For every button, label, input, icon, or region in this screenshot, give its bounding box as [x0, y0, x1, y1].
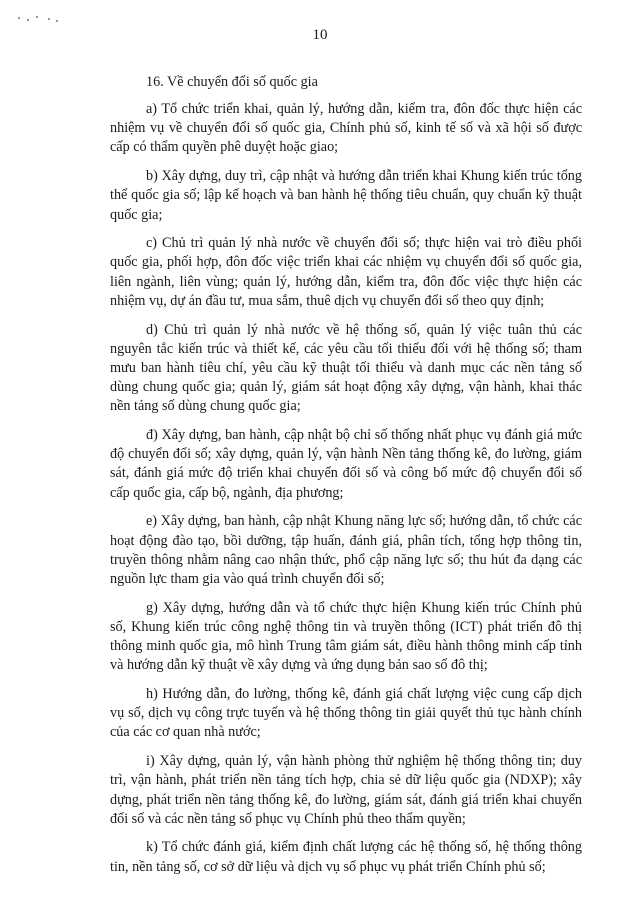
document-body: [110, 72, 582, 886]
list-item-k: k) Tổ chức đánh giá, kiểm định chất lượng các hệ thống số, hệ thống thông tin, nền tảng số, cơ sở dữ liệu và dịch vụ số phục vụ phát triển Chính phủ số;: [110, 839, 582, 875]
list-item-d: d) Chủ trì quản lý nhà nước về hệ thống số, quản lý việc tuân thủ các nguyên tắc kiến trúc và thiết kế, các yêu cầu tối thiểu đối với hệ thống số; tham mưu ban hành tiêu chí, yêu cầu kỹ thuật tối thiểu và danh mục các nền tảng số dùng chung quốc gia; quản lý, giám sát hoạt động xây dựng, vận hành, khai thác nền tảng số dùng chung quốc gia;: [110, 321, 582, 415]
list-item-h: h) Hướng dẫn, đo lường, thống kê, đánh giá chất lượng việc cung cấp dịch vụ số, dịch vụ công trực tuyến và hệ thống thông tin giải quyết thủ tục hành chính của các cơ quan nhà nước;: [110, 685, 582, 741]
list-item-i: i) Xây dựng, quản lý, vận hành phòng thử nghiệm hệ thống thông tin; duy trì, vận hành, phát triển nền tảng tích hợp, chia sẻ dữ liệu quốc gia (NDXP); xây dựng, phát triển nền tảng thống kê, đo lường, giám sát, đánh giá triển khai chuyển đổi số và các nền tảng số phục vụ Chính phủ theo thẩm quyền;: [110, 753, 582, 827]
page-number: 10: [312, 27, 328, 43]
list-item-b: b) Xây dựng, duy trì, cập nhật và hướng dẫn triển khai Khung kiến trúc tổng thể quốc gia số; lập kế hoạch và ban hành hệ thống tiêu chuẩn, quy chuẩn kỹ thuật quốc gia;: [110, 168, 582, 223]
list-item-c: c) Chủ trì quản lý nhà nước về chuyển đổi số; thực hiện vai trò điều phối quốc gia, phối hợp, đôn đốc việc triển khai các nhiệm vụ chuyển đổi số quốc gia, liên ngành, liên vùng; quản lý, hướng dẫn, kiểm tra, đôn đốc việc thực hiện các nhiệm vụ, dự án đầu tư, mua sắm, thuê dịch vụ chuyển đổi số theo quy định;: [110, 235, 582, 309]
list-item-e: e) Xây dựng, ban hành, cập nhật Khung năng lực số; hướng dẫn, tổ chức các hoạt động đào tạo, bồi dưỡng, tập huấn, đánh giá, phân tích, tổng hợp thông tin, truyền thông nhằm nâng cao nhận thức, phổ cập năng lực số; thu hút đa dạng các nguồn lực tham gia vào quá trình chuyển đổi số;: [110, 513, 582, 587]
section-heading: 16. Về chuyển đổi số quốc gia: [146, 74, 318, 90]
scan-specks: [18, 14, 58, 24]
list-item-dd: đ) Xây dựng, ban hành, cập nhật bộ chỉ số thống nhất phục vụ đánh giá mức độ chuyển đổi số; xây dựng, quản lý, vận hành Nền tảng thống kê, đo lường, giám sát, đánh giá mức độ triển khai chuyển đổi số và công bố mức độ chuyển đổi số cấp quốc gia, cấp bộ, ngành, địa phương;: [110, 427, 582, 501]
list-item-g: g) Xây dựng, hướng dẫn và tổ chức thực hiện Khung kiến trúc Chính phủ số, Khung kiến trúc công nghệ thông tin và truyền thông (ICT) phát triển đô thị thông minh quốc gia, mô hình Trung tâm giám sát, điều hành thông minh cấp tỉnh và hướng dẫn kỹ thuật về xây dựng và ứng dụng bản sao số đô thị;: [110, 599, 582, 674]
list-item-a: a) Tổ chức triển khai, quản lý, hướng dẫn, kiểm tra, đôn đốc thực hiện các nhiệm vụ về chuyển đổi số quốc gia, Chính phủ số, kinh tế số và xã hội số được cấp có thẩm quyền phê duyệt hoặc giao;: [110, 101, 582, 156]
